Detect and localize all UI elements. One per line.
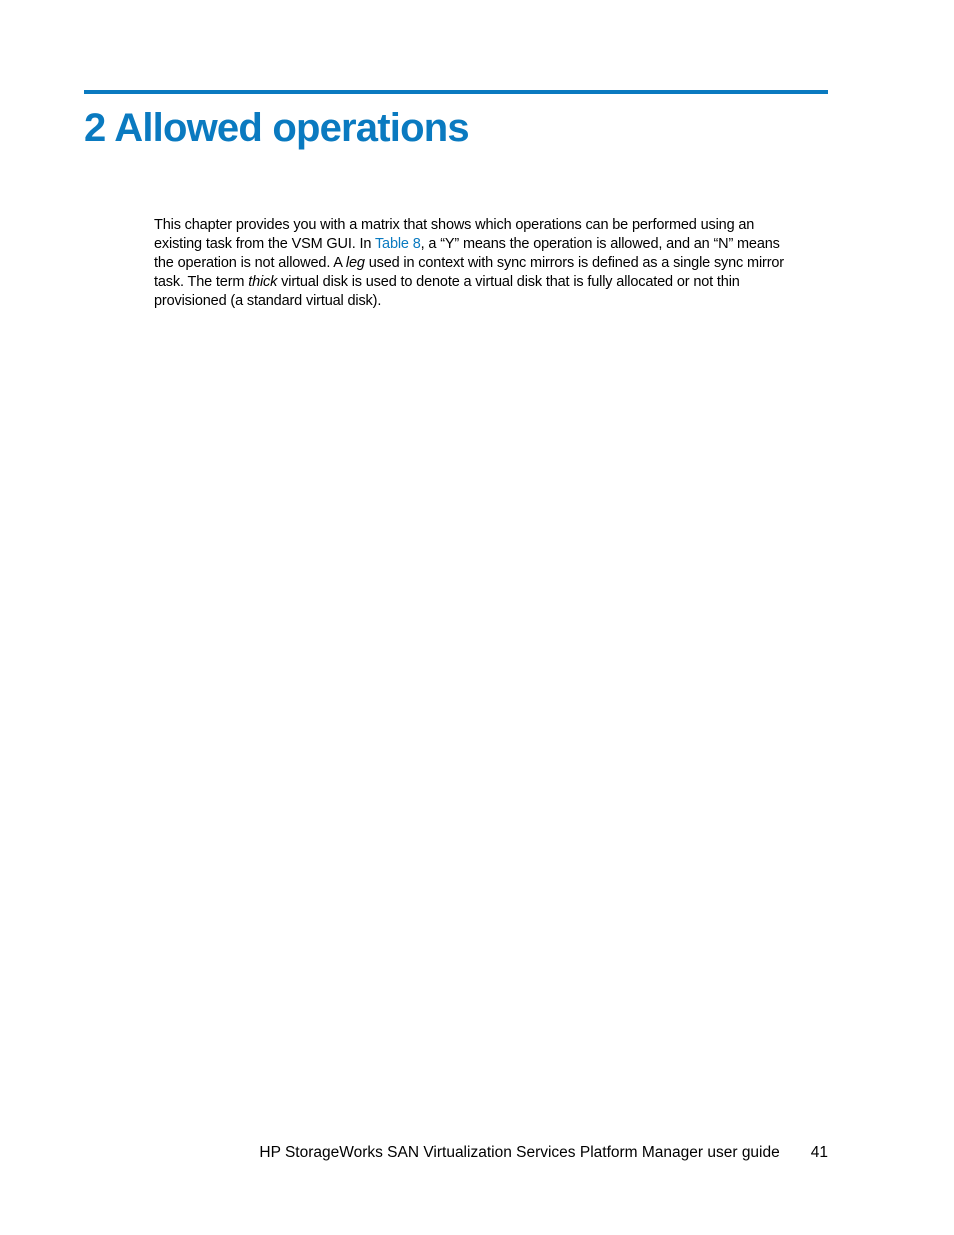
paragraph-line: the operation is not allowed. A leg used in context with sync mirrors is defined as a single sync mirror [154,255,784,271]
paragraph-line: existing task from the VSM GUI. In Table 8, a “Y” means the operation is allowed, and an “N” means [154,236,780,252]
term-thick: thick [248,274,278,290]
chapter-title: 2 Allowed operations [84,106,469,150]
table-8-link[interactable]: Table 8 [374,236,421,252]
page-footer [0,1143,828,1163]
term-leg: leg [345,255,365,271]
paragraph-line: task. The term thick virtual disk is used to denote a virtual disk that is fully allocated or not thin [154,274,740,290]
chapter-rule [84,90,828,94]
footer-guide-title: HP StorageWorks SAN Virtualization Services Platform Manager user guide [259,1144,780,1161]
paragraph-line: provisioned (a standard virtual disk). [154,293,382,309]
paragraph-line: This chapter provides you with a matrix that shows which operations can be performed using an [154,217,755,233]
intro-paragraph [154,216,830,311]
page-number: 41 [810,1144,828,1161]
